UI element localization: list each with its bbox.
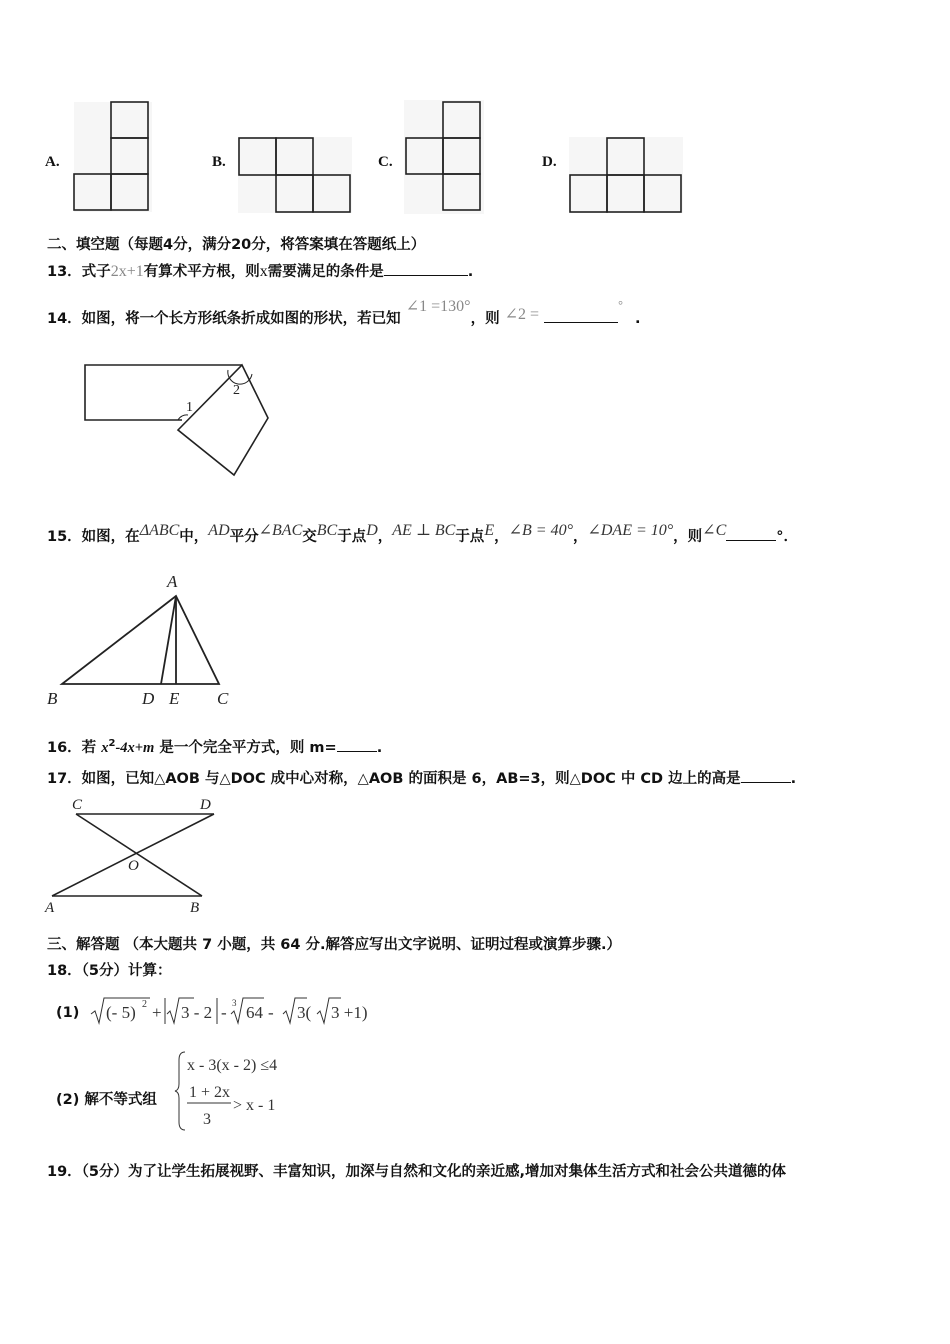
q14-ask: ∠2 = — [504, 306, 540, 323]
q13-mid: 有算术平方根，则 — [143, 264, 260, 280]
q17-fig-d: D — [200, 797, 211, 813]
option-c-figure — [402, 98, 487, 216]
q15-text-8: ， — [494, 529, 509, 545]
q15-e: E — [484, 522, 495, 539]
q14-end: . — [634, 311, 641, 327]
q15-bac: ∠BAC — [258, 522, 303, 539]
q14-answer-blank[interactable] — [544, 308, 618, 323]
q13-prefix: 13．式子 — [47, 264, 111, 280]
q15-text-1: 15．如图，在 — [47, 529, 140, 545]
q16-end: . — [376, 739, 383, 756]
q18-expr1-index: 3 — [232, 998, 237, 1008]
q18-expr1-text: (- 5) — [106, 1003, 136, 1022]
q15-text-2: 中， — [179, 529, 209, 545]
q16-x: x — [101, 739, 109, 756]
q17-text: 17．如图，已知△AOB 与△DOC 成中心对称，△AOB 的面积是 6，AB=3，则△DOC 中 CD 边上的高是 — [47, 771, 741, 787]
q16-prefix: 16．若 — [47, 739, 102, 756]
q15-fig-b: B — [47, 689, 58, 708]
option-b-label: B. — [212, 154, 226, 170]
q14-mid: ，则 — [470, 311, 500, 327]
q18-expr1-minus2: - — [268, 1003, 274, 1022]
q15-ad: AD — [208, 522, 230, 539]
option-a-figure — [70, 98, 155, 216]
q18-ineq2-rhs: > x - 1 — [233, 1097, 276, 1114]
q15-answer-blank[interactable] — [726, 526, 776, 541]
q14-fig-label-2: 2 — [233, 383, 240, 398]
q15-fig-a: A — [167, 572, 178, 591]
q15-fig-d: D — [142, 689, 155, 708]
question-13 — [47, 261, 473, 282]
q16-answer-blank[interactable] — [337, 737, 377, 752]
q18-expr1-tail: 3 +1) — [331, 1003, 368, 1022]
q18-ineq2-denominator: 3 — [203, 1111, 211, 1128]
q15-d: D — [366, 522, 378, 539]
q16-sup: 2 — [108, 738, 116, 749]
q15-text-10: ，则 — [673, 529, 703, 545]
q18-expr1-abs: 3 - 2 — [181, 1003, 213, 1022]
q15-text-4: 交 — [302, 529, 317, 545]
q17-answer-blank[interactable] — [741, 768, 791, 783]
option-b-figure — [236, 135, 354, 215]
question-16 — [47, 734, 382, 758]
q16-rest: -4x+m — [115, 739, 155, 756]
q14-deg: ° — [618, 298, 623, 312]
q18-expr1-minus: - — [221, 1003, 227, 1022]
section2-heading: 二、填空题（每题4分，满分20分，将答案填在答题纸上） — [47, 237, 426, 253]
q15-text-3: 平分 — [229, 529, 259, 545]
section3-heading: 三、解答题 （本大题共 7 小题，共 64 分.解答应写出文字说明、证明过程或演算步骤.） — [47, 937, 622, 953]
q15-angle-c: ∠C — [702, 522, 727, 539]
question-17 — [47, 768, 796, 789]
q14-prefix: 14．如图，将一个长方形纸条折成如图的形状，若已知 — [47, 311, 401, 327]
q16-mid: 是一个完全平方式，则 m= — [154, 739, 337, 756]
q17-fig-c: C — [72, 797, 83, 813]
q15-angle-dae: ∠DAE = 10° — [587, 522, 674, 539]
option-d-figure — [567, 135, 685, 215]
q13-suffix: 需要满足的条件是 — [267, 264, 384, 280]
q15-bc: BC — [316, 522, 338, 539]
q15-text-9: ， — [572, 529, 588, 545]
q13-expr: 2x+1 — [110, 263, 144, 280]
q17-fig-o: O — [128, 858, 139, 874]
q18-ineq1: x - 3(x - 2) ≤4 — [187, 1057, 278, 1074]
q15-angle-b: ∠B = 40° — [508, 522, 573, 539]
q18-title: 18．（5分）计算： — [47, 963, 172, 979]
q15-text-11: °． — [776, 529, 798, 545]
q18-expr1-64: 64 — [246, 1003, 263, 1022]
q18-expr1-sqrt3: 3( — [297, 1003, 312, 1022]
q17-figure — [44, 796, 224, 918]
q15-triangle: ΔABC — [139, 522, 180, 539]
q14-fig-label-1: 1 — [186, 400, 193, 415]
q15-text-7: 于点 — [455, 529, 485, 545]
q15-fig-e: E — [169, 689, 180, 708]
q15-figure — [44, 570, 244, 712]
q14-given: ∠1 =130° — [405, 298, 471, 315]
q14-figure — [82, 360, 282, 480]
question-19: 19．（5分）为了让学生拓展视野、丰富知识，加深与自然和文化的亲近感,增加对集体生活方式和社会公共道德的体 — [47, 1164, 787, 1180]
q18-expr1-exp: 2 — [142, 999, 147, 1010]
question-14 — [47, 298, 641, 329]
q15-aebc: AE ⊥ BC — [392, 522, 456, 539]
q15-text-5: 于点 — [337, 529, 367, 545]
question-15 — [47, 522, 798, 547]
q15-fig-c: C — [217, 689, 229, 708]
q15-text-6: ， — [377, 529, 393, 545]
q13-var: x — [259, 263, 268, 280]
q18-part2-label: (2) 解不等式组 — [56, 1092, 157, 1108]
q17-end: . — [790, 771, 797, 787]
q18-expr1-plus: + — [152, 1003, 162, 1022]
q18-expression-1 — [90, 996, 380, 1030]
q18-ineq2-numerator: 1 + 2x — [189, 1084, 231, 1101]
q13-end: . — [467, 264, 474, 280]
option-d-label: D. — [542, 154, 557, 170]
option-c-label: C. — [378, 154, 393, 170]
q18-part1-label: (1) — [56, 1005, 80, 1021]
q18-inequality-system — [175, 1050, 315, 1132]
q13-answer-blank[interactable] — [384, 261, 468, 276]
q17-fig-a: A — [45, 900, 55, 916]
q17-fig-b: B — [190, 900, 200, 916]
option-a-label: A. — [45, 154, 60, 170]
